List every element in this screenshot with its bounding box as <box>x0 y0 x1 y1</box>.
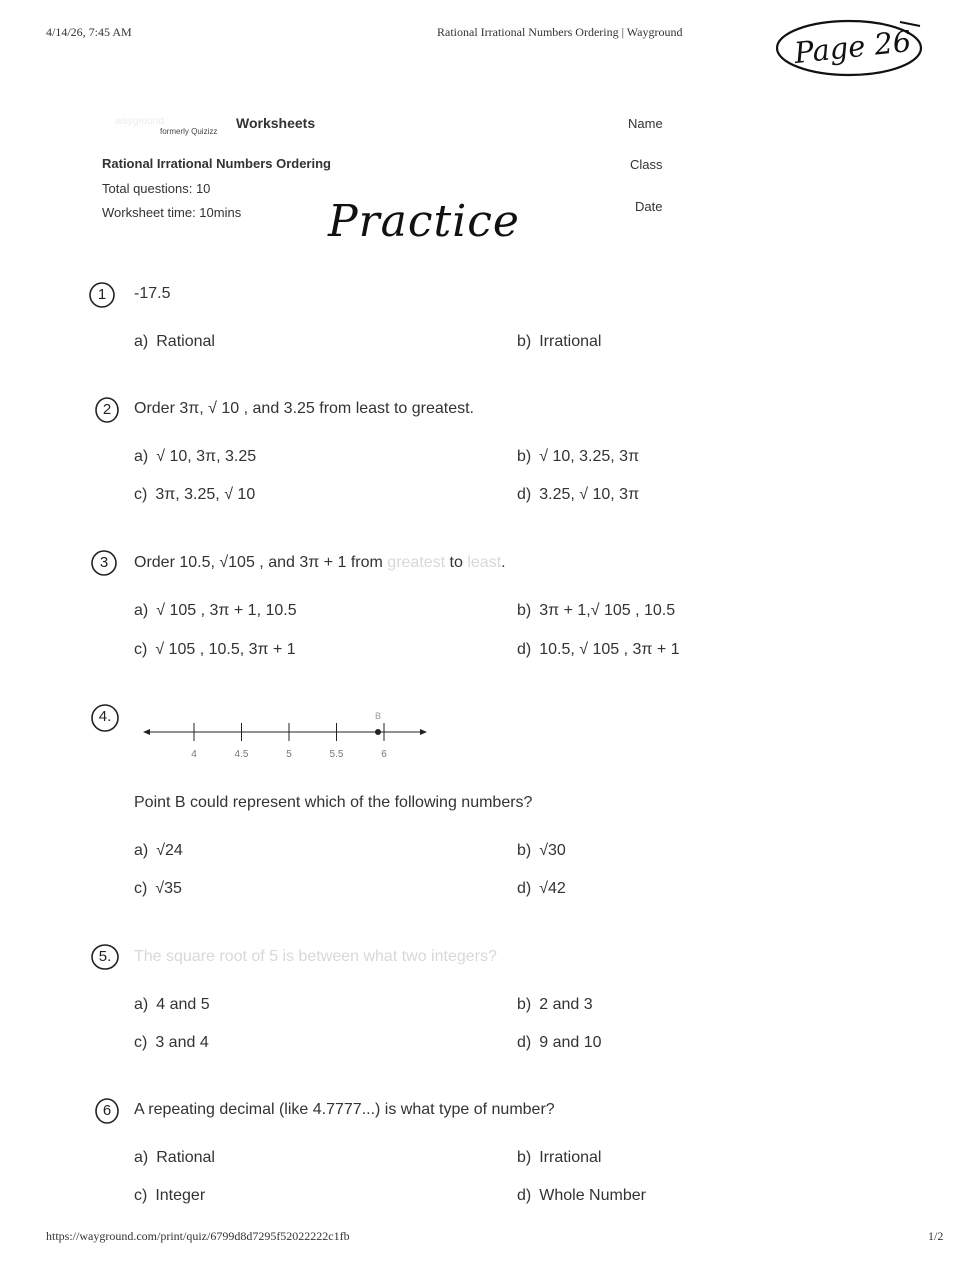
question-3-option-c[interactable]: c) √ 105 , 10.5, 3π + 1 <box>134 641 296 658</box>
number-line-point-b <box>375 729 381 735</box>
question-4-option-c[interactable]: c) √35 <box>134 880 182 897</box>
question-4-option-a[interactable]: a) √24 <box>134 842 183 859</box>
question-6-option-c[interactable]: c) Integer <box>134 1187 206 1204</box>
number-line-point-label: B <box>374 711 382 721</box>
page-number-annotation <box>772 14 932 84</box>
question-2-text: Order 3π, √ 10 , and 3.25 from least to greatest. <box>134 400 474 417</box>
question-2-number: 2 <box>94 397 122 423</box>
question-1-option-b[interactable]: b) Irrational <box>517 333 602 350</box>
question-3-option-a[interactable]: a) √ 105 , 3π + 1, 10.5 <box>134 602 297 619</box>
number-line-tick-label: 4 <box>191 749 197 760</box>
question-5-option-b[interactable]: b) 2 and 3 <box>517 996 593 1013</box>
question-1-text: -17.5 <box>134 285 171 302</box>
question-6-option-a[interactable]: a) Rational <box>134 1149 215 1166</box>
question-4-number: 4. <box>91 704 119 730</box>
question-6-number: 6 <box>94 1098 122 1124</box>
worksheet-time: Worksheet time: 10mins <box>102 205 242 220</box>
print-datetime: 4/14/26, 7:45 AM <box>46 25 132 39</box>
logo-wordmark-faded: wayground <box>115 116 164 127</box>
number-line-left-arrow <box>143 729 150 735</box>
print-footer-url[interactable]: https://wayground.com/print/quiz/6799d8d7295f52022222c1fb <box>46 1229 350 1243</box>
number-line-tick-label: 6 <box>381 749 387 760</box>
number-line-ticks <box>191 723 387 760</box>
question-4-option-b[interactable]: b) √30 <box>517 842 566 859</box>
question-1-option-a[interactable]: a) Rational <box>134 333 215 350</box>
question-4-text: Point B could represent which of the following numbers? <box>134 794 533 811</box>
question-5-text: The square root of 5 is between what two integers? <box>134 948 497 965</box>
question-6-option-b[interactable]: b) Irrational <box>517 1149 602 1166</box>
question-6-option-d[interactable]: d) Whole Number <box>517 1187 646 1204</box>
total-questions: Total questions: 10 <box>102 181 211 196</box>
class-field-label: Class <box>630 157 663 172</box>
handwritten-practice: Practice <box>328 196 520 247</box>
question-5-option-a[interactable]: a) 4 and 5 <box>134 996 210 1013</box>
number-line-right-arrow <box>420 729 427 735</box>
logo-worksheets: Worksheets <box>236 115 316 131</box>
question-5-option-d[interactable]: d) 9 and 10 <box>517 1034 602 1051</box>
number-line-tick-label: 5 <box>286 749 292 760</box>
question-1-number: 1 <box>89 282 117 308</box>
page-annotation-text: Page 26 <box>792 23 913 71</box>
question-2-option-d[interactable]: d) 3.25, √ 10, 3π <box>517 486 640 503</box>
question-3-text: Order 10.5, √105 , and 3π + 1 from greatest to least. <box>134 554 506 571</box>
name-field-label: Name <box>628 116 663 131</box>
number-line-tick-label: 4.5 <box>234 749 249 760</box>
question-2-option-c[interactable]: c) 3π, 3.25, √ 10 <box>134 486 256 503</box>
number-line-tick-label: 5.5 <box>329 749 344 760</box>
logo-subtitle: formerly Quizizz <box>160 127 218 136</box>
question-6-text: A repeating decimal (like 4.7777...) is what type of number? <box>134 1101 555 1118</box>
question-2-option-a[interactable]: a) √ 10, 3π, 3.25 <box>134 448 257 465</box>
question-3-number: 3 <box>91 550 119 576</box>
question-3-option-b[interactable]: b) 3π + 1,√ 105 , 10.5 <box>517 602 676 619</box>
number-line <box>140 705 430 765</box>
question-5-option-c[interactable]: c) 3 and 4 <box>134 1034 209 1051</box>
question-5-number: 5. <box>91 944 119 970</box>
print-footer-page: 1/2 <box>928 1229 944 1243</box>
question-2-option-b[interactable]: b) √ 10, 3.25, 3π <box>517 448 640 465</box>
question-4-option-d[interactable]: d) √42 <box>517 880 566 897</box>
question-3-option-d[interactable]: d) 10.5, √ 105 , 3π + 1 <box>517 641 680 658</box>
worksheet-title: Rational Irrational Numbers Ordering <box>102 156 331 171</box>
print-page-title: Rational Irrational Numbers Ordering | Wayground <box>437 25 683 39</box>
date-field-label: Date <box>635 199 663 214</box>
